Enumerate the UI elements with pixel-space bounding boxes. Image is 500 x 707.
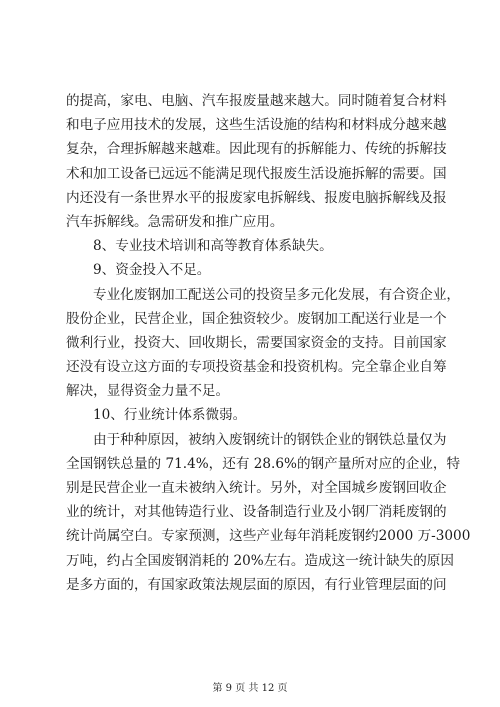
text-line: 和电子应用技术的发展，这些生活设施的结构和材料成分越来越 xyxy=(66,117,447,134)
text-line: 由于种种原因，被纳入废钢统计的钢铁企业的钢铁总量仅为 xyxy=(93,431,447,448)
text-line: 内还没有一条世界水平的报废家电拆解线、报废电脑拆解线及报 xyxy=(66,189,447,206)
text-line: 专业化废钢加工配送公司的投资呈多元化发展，有合资企业， xyxy=(93,286,461,303)
text-line: 统计尚属空白。专家预测，这些产业每年消耗废钢约2000 万-3000 xyxy=(66,528,471,545)
text-line: 业的统计，对其他铸造行业、设备制造行业及小钢厂消耗废钢的 xyxy=(66,504,447,521)
text-line: 股份企业，民营企业，国企独资较少。废钢加工配送行业是一个 xyxy=(66,310,447,327)
text-line: 还没有设立这方面的专项投资基金和投资机构。完全靠企业自筹 xyxy=(66,359,447,376)
text-line: 汽车拆解线。急需研发和推广应用。 xyxy=(66,213,284,230)
text-line: 复杂，合理拆解越来越难。因此现有的拆解能力、传统的拆解技 xyxy=(66,141,447,158)
text-line: 的提高，家电、电脑、汽车报废量越来越大。同时随着复合材料 xyxy=(66,93,447,109)
text-line: 万吨，约占全国废钢消耗的 20%左右。造成这一统计缺失的原因 xyxy=(66,552,454,569)
text-line: 解决，显得资金力量不足。 xyxy=(66,383,230,400)
body-text xyxy=(66,89,471,597)
section-heading: 8、专业技术培训和高等教育体系缺失。 xyxy=(93,238,333,255)
text-line: 全国钢铁总量的 71.4%，还有 28.6%的钢产量所对应的企业，特 xyxy=(66,455,461,472)
text-line: 微利行业，投资大、回收期长，需要国家资金的支持。目前国家 xyxy=(66,334,447,351)
text-line: 别是民营企业一直未被纳入统计。另外，对全国城乡废钢回收企 xyxy=(66,480,447,496)
text-line: 术和加工设备已远远不能满足现代报废生活设施拆解的需要。国 xyxy=(66,165,447,182)
page-footer: 第 9 页 共 12 页 xyxy=(212,683,288,694)
text-line: 是多方面的，有国家政策法规层面的原因，有行业管理层面的问 xyxy=(66,576,447,593)
section-heading: 9、资金投入不足。 xyxy=(93,262,211,279)
section-heading: 10、行业统计体系微弱。 xyxy=(93,407,247,424)
